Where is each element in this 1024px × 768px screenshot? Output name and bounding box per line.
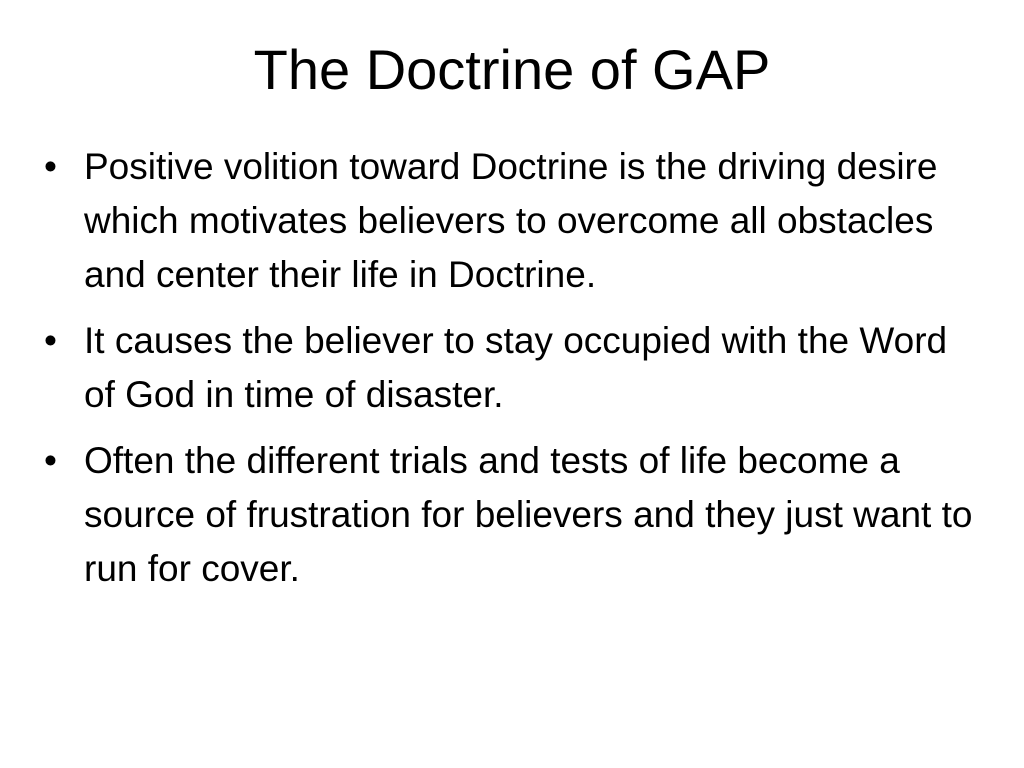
- bullet-icon: •: [44, 320, 57, 361]
- bullet-item: [44, 434, 974, 596]
- bullet-item: [44, 314, 974, 422]
- bullet-text: Positive volition toward Doctrine is the driving desire which motivates believers to overcome all obstacles and center their life in Doctrine.: [84, 146, 938, 295]
- bullet-icon: •: [44, 146, 57, 187]
- bullet-list: [44, 140, 974, 608]
- bullet-text: Often the different trials and tests of life become a source of frustration for believers and they just want to run for cover.: [84, 440, 973, 589]
- slide-title: The Doctrine of GAP: [253, 38, 771, 101]
- bullet-icon: •: [44, 440, 57, 481]
- bullet-text: It causes the believer to stay occupied with the Word of God in time of disaster.: [84, 320, 948, 415]
- bullet-item: [44, 140, 974, 302]
